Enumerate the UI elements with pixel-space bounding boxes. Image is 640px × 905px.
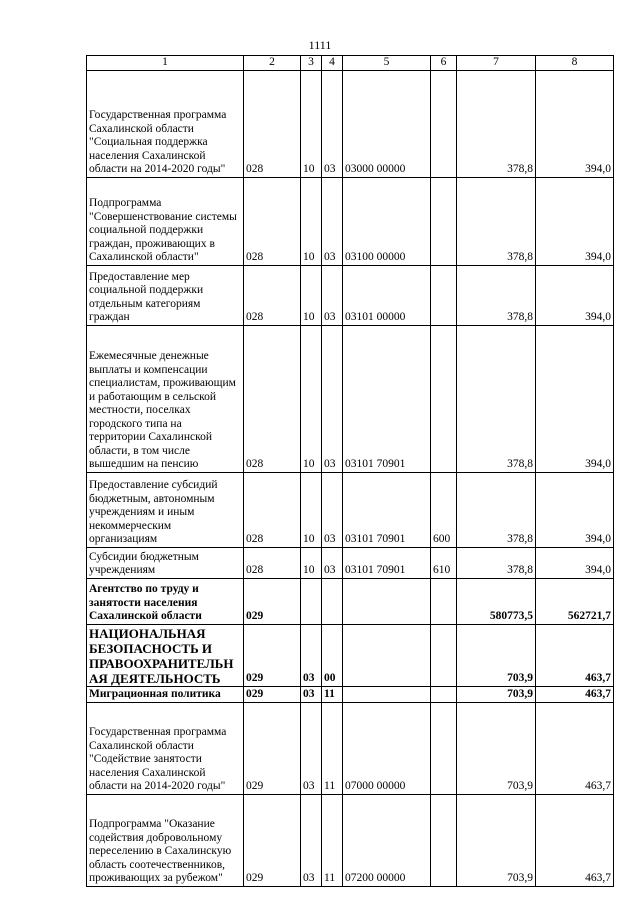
- cell-amount-7: 378,8: [457, 70, 536, 177]
- column-header: 6: [431, 56, 457, 71]
- cell-amount-8: 463,7: [536, 702, 614, 794]
- cell-section: 10: [301, 70, 322, 177]
- page-number: 1111: [308, 38, 332, 52]
- row-name: Государственная программа Сахалинской области "Социальная поддержка населения Сахалинской области на 2014-2020 годы": [87, 70, 244, 177]
- cell-target-code: [343, 578, 431, 624]
- cell-amount-8: 394,0: [536, 177, 614, 265]
- cell-ministry-code: 029: [244, 794, 301, 886]
- cell-amount-8: 394,0: [536, 472, 614, 547]
- column-header-row: [87, 56, 614, 71]
- cell-subsection: 00: [322, 624, 343, 686]
- cell-ministry-code: 029: [244, 578, 301, 624]
- cell-amount-7: 378,8: [457, 265, 536, 325]
- cell-amount-7: 703,9: [457, 702, 536, 794]
- cell-subsection: 03: [322, 70, 343, 177]
- cell-amount-8: 394,0: [536, 547, 614, 578]
- cell-subsection: 03: [322, 177, 343, 265]
- column-header: 8: [536, 56, 614, 71]
- table-row: [87, 265, 614, 325]
- cell-ministry-code: 029: [244, 702, 301, 794]
- cell-ministry-code: 028: [244, 265, 301, 325]
- cell-amount-7: 580773,5: [457, 578, 536, 624]
- cell-amount-8: 394,0: [536, 325, 614, 472]
- cell-target-code: 03101 70901: [343, 325, 431, 472]
- cell-amount-8: 394,0: [536, 70, 614, 177]
- column-header: 1: [87, 56, 244, 71]
- cell-target-code: 07200 00000: [343, 794, 431, 886]
- cell-expense-type: 600: [431, 472, 457, 547]
- cell-section: 10: [301, 472, 322, 547]
- column-header: 3: [301, 56, 322, 71]
- cell-target-code: 03100 00000: [343, 177, 431, 265]
- cell-amount-8: 562721,7: [536, 578, 614, 624]
- cell-ministry-code: 029: [244, 686, 301, 702]
- cell-target-code: 07000 00000: [343, 702, 431, 794]
- column-header: 4: [322, 56, 343, 71]
- cell-amount-7: 703,9: [457, 624, 536, 686]
- cell-target-code: [343, 686, 431, 702]
- cell-subsection: 11: [322, 702, 343, 794]
- cell-expense-type: [431, 794, 457, 886]
- cell-amount-7: 703,9: [457, 686, 536, 702]
- cell-target-code: [343, 624, 431, 686]
- cell-target-code: 03101 00000: [343, 265, 431, 325]
- cell-section: 10: [301, 265, 322, 325]
- table-row: [87, 794, 614, 886]
- cell-amount-8: 463,7: [536, 624, 614, 686]
- row-name: Предоставление мер социальной поддержки отдельным категориям граждан: [87, 265, 244, 325]
- row-name: Государственная программа Сахалинской области "Содействие занятости населения Сахалинской области на 2014-2020 годы": [87, 702, 244, 794]
- cell-subsection: 11: [322, 686, 343, 702]
- cell-subsection: 11: [322, 794, 343, 886]
- cell-amount-8: 463,7: [536, 794, 614, 886]
- cell-subsection: 03: [322, 472, 343, 547]
- cell-section: 10: [301, 547, 322, 578]
- row-name: Миграционная политика: [87, 686, 244, 702]
- table-row: [87, 547, 614, 578]
- row-name: Агентство по труду и занятости населения Сахалинской области: [87, 578, 244, 624]
- cell-section: [301, 578, 322, 624]
- cell-ministry-code: 028: [244, 70, 301, 177]
- budget-table: [86, 55, 614, 887]
- row-name: Субсидии бюджетным учреждениям: [87, 547, 244, 578]
- cell-amount-7: 378,8: [457, 472, 536, 547]
- row-name: Подпрограмма "Оказание содействия добровольному переселению в Сахалинскую область соотечественников, проживающих за рубежом": [87, 794, 244, 886]
- cell-ministry-code: 028: [244, 547, 301, 578]
- cell-expense-type: [431, 70, 457, 177]
- table-row: [87, 177, 614, 265]
- row-name: НАЦИОНАЛЬНАЯ БЕЗОПАСНОСТЬ И ПРАВООХРАНИТЕЛЬН АЯ ДЕЯТЕЛЬНОСТЬ: [87, 624, 244, 686]
- cell-amount-8: 394,0: [536, 265, 614, 325]
- cell-section: 03: [301, 686, 322, 702]
- row-name: Подпрограмма "Совершенствование системы социальной поддержки граждан, проживающих в Сахалинской области": [87, 177, 244, 265]
- cell-section: 10: [301, 325, 322, 472]
- cell-ministry-code: 028: [244, 177, 301, 265]
- cell-ministry-code: 028: [244, 325, 301, 472]
- cell-expense-type: [431, 702, 457, 794]
- cell-section: 10: [301, 177, 322, 265]
- column-header: 5: [343, 56, 431, 71]
- cell-section: 03: [301, 794, 322, 886]
- table-row: [87, 624, 614, 686]
- cell-subsection: [322, 578, 343, 624]
- cell-section: 03: [301, 624, 322, 686]
- column-header: 2: [244, 56, 301, 71]
- cell-amount-7: 378,8: [457, 177, 536, 265]
- cell-target-code: 03101 70901: [343, 547, 431, 578]
- column-header: 7: [457, 56, 536, 71]
- table-row: [87, 686, 614, 702]
- cell-expense-type: [431, 177, 457, 265]
- cell-amount-8: 463,7: [536, 686, 614, 702]
- table-row: [87, 472, 614, 547]
- cell-expense-type: [431, 265, 457, 325]
- cell-expense-type: [431, 686, 457, 702]
- cell-amount-7: 703,9: [457, 794, 536, 886]
- cell-target-code: 03000 00000: [343, 70, 431, 177]
- row-name: Предоставление субсидий бюджетным, автономным учреждениям и иным некоммерческим организациям: [87, 472, 244, 547]
- cell-expense-type: [431, 578, 457, 624]
- cell-target-code: 03101 70901: [343, 472, 431, 547]
- cell-subsection: 03: [322, 265, 343, 325]
- cell-ministry-code: 028: [244, 472, 301, 547]
- cell-subsection: 03: [322, 325, 343, 472]
- cell-expense-type: [431, 624, 457, 686]
- table-row: [87, 70, 614, 177]
- table-row: [87, 702, 614, 794]
- row-name: Ежемесячные денежные выплаты и компенсации специалистам, проживающим и работающим в сельской местности, поселках городского типа на территории Сахалинской области, в том числе вышедшим на пенсию: [87, 325, 244, 472]
- cell-expense-type: [431, 325, 457, 472]
- table-row: [87, 578, 614, 624]
- cell-ministry-code: 029: [244, 624, 301, 686]
- table-row: [87, 325, 614, 472]
- cell-section: 03: [301, 702, 322, 794]
- cell-subsection: 03: [322, 547, 343, 578]
- cell-amount-7: 378,8: [457, 325, 536, 472]
- cell-amount-7: 378,8: [457, 547, 536, 578]
- cell-expense-type: 610: [431, 547, 457, 578]
